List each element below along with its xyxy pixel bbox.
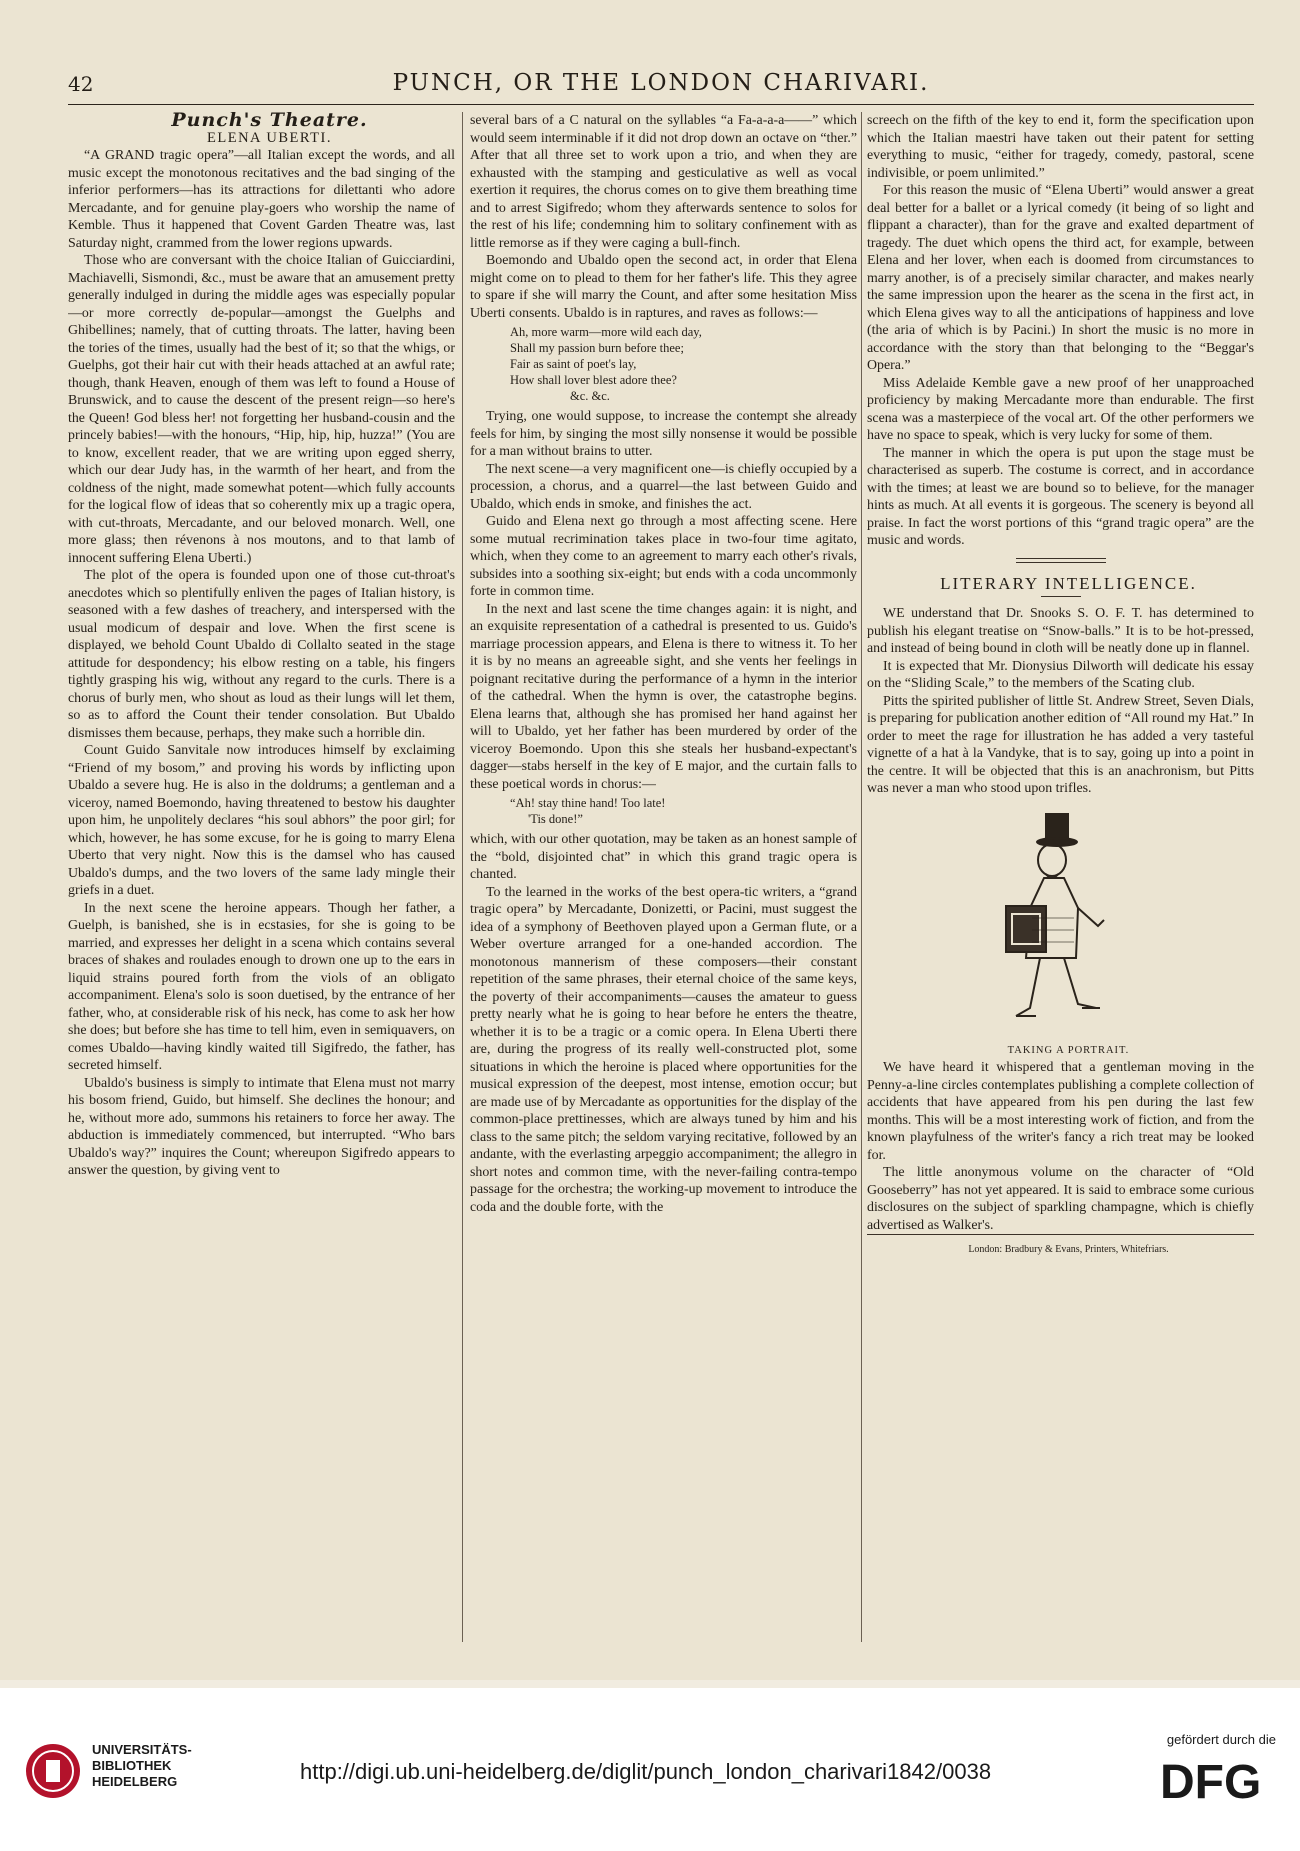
column-divider (861, 112, 862, 1642)
poem-line: &c. &c. (570, 389, 610, 403)
paragraph: Ubaldo's business is simply to intimate that Elena must not marry his bosom friend, Guido, but himself. She declines the honour; and he, without more ado, summons his retainers to force her away. The abduction is immediately commenced, but interrupted. “Who bars Ubaldo's way?” inquires the Count; whereupon Sigifredo appears to answer the question, by giving vent to (68, 1075, 455, 1178)
page-header (68, 68, 1254, 105)
page-number: 42 (68, 72, 94, 96)
section-divider (1016, 558, 1106, 563)
paragraph: Count Guido Sanvitale now introduces himself by exclaiming “Friend of my bosom,” and proving his words by inflicting upon Ubaldo a severe hug. He is also in the doldrums; a gentleman and a viceroy, named Boemondo, having threatened to bestow his daughter upon him, he unpolitely declares “his soul abhors” the poor girl; for which, however, he has some excuse, for he is going to marry Elena Uberto that very night. Now this is the damsel who has caused Ubaldo's dumps, and the two lovers of the same lady mingle their griefs in a duet. (68, 743, 455, 898)
uni-name-line: HEIDELBERG (92, 1774, 178, 1789)
source-url-link[interactable]: http://digi.ub.uni-heidelberg.de/diglit/punch_london_charivari1842/0038 (300, 1759, 992, 1784)
paragraph: The plot of the opera is founded upon one of those cut-throat's anecdotes which so plentifully enliven the pages of Italian history, is seasoned with a few dashes of treachery, and interspersed with the usual modicum of despair and love. When the first scene is displayed, we behold Count Ubaldo di Collalto seated in the stage attitude for despondency; his elbow resting on a table, his fingers tightly grasping his wig, without any regard to the curls. There is a chorus of burly men, who shout as loud as their lungs will let them, so as to afford the Count their tender consolation. But Ubaldo dismisses them because, perhaps, they make such a horrible din. (68, 568, 455, 741)
poem-line: Fair as saint of poet's lay, (510, 357, 637, 371)
quote-verse (510, 795, 857, 827)
dfg-logo-text: DFG (1160, 1756, 1262, 1806)
column-1 (68, 112, 455, 1642)
paragraph: Pitts the spirited publisher of little St. Andrew Street, Seven Dials, is preparing for publication another edition of “All round my Hat.” In order to meet the rage for illustration he has added a very tasteful vignette of a hat à la Vandyke, that is to say, going up into a point in the centre. It will be objected that this is an anachronism, but Pitts was never a man who stood upon trifles. (867, 693, 1254, 796)
section-title-theatre: Punch's Theatre. (171, 112, 368, 131)
paragraph: For this reason the music of “Elena Uberti” would answer a great deal better for a ballet or a lyrical comedy (it being of so light and flippant a character), than for the grave and exalted department of tragedy. The duet which opens the third act, for example, between Elena and her lover, when each is doomed from circumstances to marry another, is of a precisely similar character, and makes nearly the same impression upon the hearer as the scena in the first act, in which Elena gives way to all the anticipations of happiness and love (the aria of which is by Pacini.) In short the music is no more in accordance with the story than that belonging to the “Beggar's Opera.” (867, 183, 1254, 373)
sponsor-text: gefördert durch die (1166, 1732, 1276, 1747)
printer-imprint: London: Bradbury & Evans, Printers, Whitefriars. (867, 1234, 1254, 1259)
poem-line: Shall my passion burn before thee; (510, 341, 684, 355)
dfg-logo-icon (1160, 1754, 1278, 1806)
paragraph: In the next and last scene the time changes again: it is night, and an exquisite representation of a cathedral is presented to us. Guido's marriage procession appears, and Elena is there to witness it. To her it is by no means an agreeable sight, and she vents her feelings in poignant recitative during the performance of a hymn in the interior of the cathedral. When the hymn is over, the catastrophe begins. Elena learns that, although she has promised her hand against her will to Ubaldo, yet her father has been murdered by order of the viceroy Boemondo. Upon this she steals her husband-expectant's dagger—stabs herself in the key of E major, and the curtain falls to these poetical words in chorus:— (470, 601, 857, 792)
poem-verse (510, 324, 857, 404)
paragraph: The little anonymous volume on the character of “Old Gooseberry” has not yet appeared. It is said to embrace some curious disclosures on the subject of sparkling champagne, which is chiefly advertised as Walker's. (867, 1165, 1254, 1233)
column-2 (470, 112, 857, 1642)
paragraph: Guido and Elena next go through a most affecting scene. Here some mutual recrimination takes place in two-four time agitato, which, when they come to an agreement to marry each other's rivals, subsides into a soothing six-eight; but ends with a coda uncommonly forte in common time. (470, 514, 857, 599)
paragraph: The next scene—a very magnificent one—is chiefly occupied by a procession, a chorus, and a quarrel—the last between Guido and Ubaldo, which ends in smoke, and finishes the act. (470, 461, 857, 512)
short-divider (1041, 596, 1081, 597)
university-name (92, 1742, 192, 1790)
paragraph: WE understand that Dr. Snooks S. O. F. T. has determined to publish his elegant treatise on “Snow-balls.” It is to be hot-pressed, and instead of being bound in cloth will be neatly done up in flannel. (867, 606, 1254, 656)
quote-line: “Ah! stay thine hand! Too late! (510, 796, 666, 810)
uni-name-line: BIBLIOTHEK (92, 1758, 172, 1773)
poem-line: How shall lover blest adore thee? (510, 373, 677, 387)
paragraph: screech on the fifth of the key to end it, form the specification upon which the Italian maestri have taken out their patent for setting everything to music, “either for tragedy, comedy, pastoral, scene indivisible, or poem unlimited.” (867, 113, 1254, 181)
paragraph: We have heard it whispered that a gentleman moving in the Penny-a-line circles contemplates publishing a complete collection of accidents that have appeared from his pen during the last few months. This will be a most interesting work of fiction, and from the known playfulness of the writer's fancy a rich treat may be looked for. (867, 1060, 1254, 1163)
illustration-caption: TAKING A PORTRAIT. (1007, 1044, 1130, 1056)
paragraph: “A GRAND tragic opera”—all Italian except the words, and all music except the monotonous recitatives and the bad singing of the inferior performers—has its attractions for dilettanti who adore Mercadante, and for genuine play-goers who worship the name of Kemble. Thus it happened that Covent Garden Theatre was, last Saturday night, crammed from the lower regions upwards. (68, 148, 455, 251)
running-head: PUNCH, OR THE LONDON CHARIVARI. (392, 70, 930, 96)
section-title-literary: LITERARY INTELLIGENCE. (940, 573, 1197, 593)
poem-line: Ah, more warm—more wild each day, (510, 325, 702, 339)
paragraph: The manner in which the opera is put upon the stage must be characterised as superb. The costume is correct, and in accordance with the times; at least we are bound so to believe, for the manager hints as much. At all events it is gorgeous. The scenery is beyond all praise. In fact the worst portions of this “grand tragic opera” are the music and words. (867, 445, 1254, 548)
paragraph: which, with our other quotation, may be taken as an honest sample of the “bold, disjointed chat” in which this grand tragic opera is chanted. (470, 832, 857, 882)
paragraph: Trying, one would suppose, to increase the contempt she already feels for him, by singing the most silly nonsense it would be possible for a man without brains to utter. (470, 409, 857, 459)
paragraph: several bars of a C natural on the syllables “a Fa-a-a-a——” which would seem interminable if it did not drop down an octave on “ther.” After that all three set to work upon a trio, and when they are exhausted with the stamping and gesticulative as well as vocal exertion it requires, the chorus comes on to give them breathing time and to arrest Sigifredo; whom they afterwards sentence to solos for the rest of his life; condemning him to solitary confinement with as little remorse as if they were caging a bull-finch. (470, 113, 857, 251)
paragraph: To the learned in the works of the best opera-tic writers, a “grand tragic opera” by Mercadante, Donizetti, or Pacini, must suggest the idea of a symphony of Beethoven played upon a German flute, or a Weber overture arranged for a one-handed accordion. The monotonous mannerism of these composers—their constant repetition of the same phrases, their eternal choice of the same keys, the poverty of their accompaniments—causes the amateur to guess pretty nearly what he is going to hear before he enters the theatre, whether it is to be a tragic or a comic opera. In Elena Uberti there are, during the progress of its really well-constructed plot, some situations in which the heroine is placed where opportunities for the musical expression of the deepest, most intense, emotion occur; but are made use of by Mercadante as opportunities for the display of the common-place prettinesses, which are always tuned by him and his class to the same pitch; the seldom varying recitative, followed by an andante, with the everlasting arpeggio accompaniment; the allegro in short notes and common time, with the never-failing contra-tempo passage for the orchestra; the working-up movement to introduce the coda and the double forte, with the (470, 884, 857, 1215)
quote-line: 'Tis done!” (528, 812, 583, 826)
paragraph: It is expected that Mr. Dionysius Dilworth will dedicate his essay on the “Sliding Scale,” to the members of the Scating club. (867, 658, 1254, 691)
paragraph: Those who are conversant with the choice Italian of Guicciardini, Machiavelli, Sismondi, &c., must be aware that an amusement pretty generally indulged in during the middle ages was especially popular—or more correctly de-popular—amongst the Guelphs and Ghibellines; namely, that of cutting throats. The latter, having been the tories of the times, usually had the best of it; so that the whigs, or Guelphs, got their hair cut with their heads attached at an awful rate; though, thank Heaven, enough of them was left to found a House of Brunswick, and to cause the descent of the present reign—so here's the Queen! God bless her! not forgetting her husband-cousin and the princely babies!—with the honours, “Hip, hip, hip, huzza!” (You are to know, excellent reader, that we are writing upon egged sherry, which our dear Judy has, in the warmth of her heart, and from the coldness of the night, made somewhat potent—which fully accounts for the logical flow of ideas that so coherently mix up a tragic opera, with cut-throats, Mercadante, and our beloved monarch. Well, one more glass; then révenons à nos moutons, and to that lamb of innocent suffering Elena Uberti.) (68, 253, 455, 566)
article-subtitle: ELENA UBERTI. (207, 129, 332, 146)
paragraph: Miss Adelaide Kemble gave a new proof of her unapproached proficiency by making Mercadante more than endurable. The first scena was a masterpiece of the vocal art. Of the other performers we have no space to speak, which is very lucky for some of them. (867, 375, 1254, 443)
column-divider (462, 112, 463, 1642)
uni-name-line: UNIVERSITÄTS- (92, 1742, 192, 1757)
portrait-illustration (986, 808, 1136, 1038)
university-seal-icon (24, 1742, 82, 1800)
paragraph: Boemondo and Ubaldo open the second act, in order that Elena might come on to plead to them for her father's life. This they agree to spare if she will marry the Count, and after some hesitation Miss Uberti consents. Ubaldo is in raptures, and raves as follows:— (470, 253, 857, 321)
column-3 (867, 112, 1254, 1642)
paragraph: In the next scene the heroine appears. Though her father, a Guelph, is banished, she is in ecstasies, for she is going to be married, and expresses her delight in a scena which contains several braces of shakes and roulades enough to drown one up to the ears in liquid strains poured forth from the viols of an obligato accompaniment. Elena's solo is soon duetised, by the entrance of her father, who, at considerable risk of his neck, has come to ask her how she does; but before she has time to tell him, even in semiquavers, on comes Ubaldo—having kindly waited till Sigifredo, the father, has secreted himself. (68, 900, 455, 1073)
digitization-footer (0, 1688, 1300, 1851)
